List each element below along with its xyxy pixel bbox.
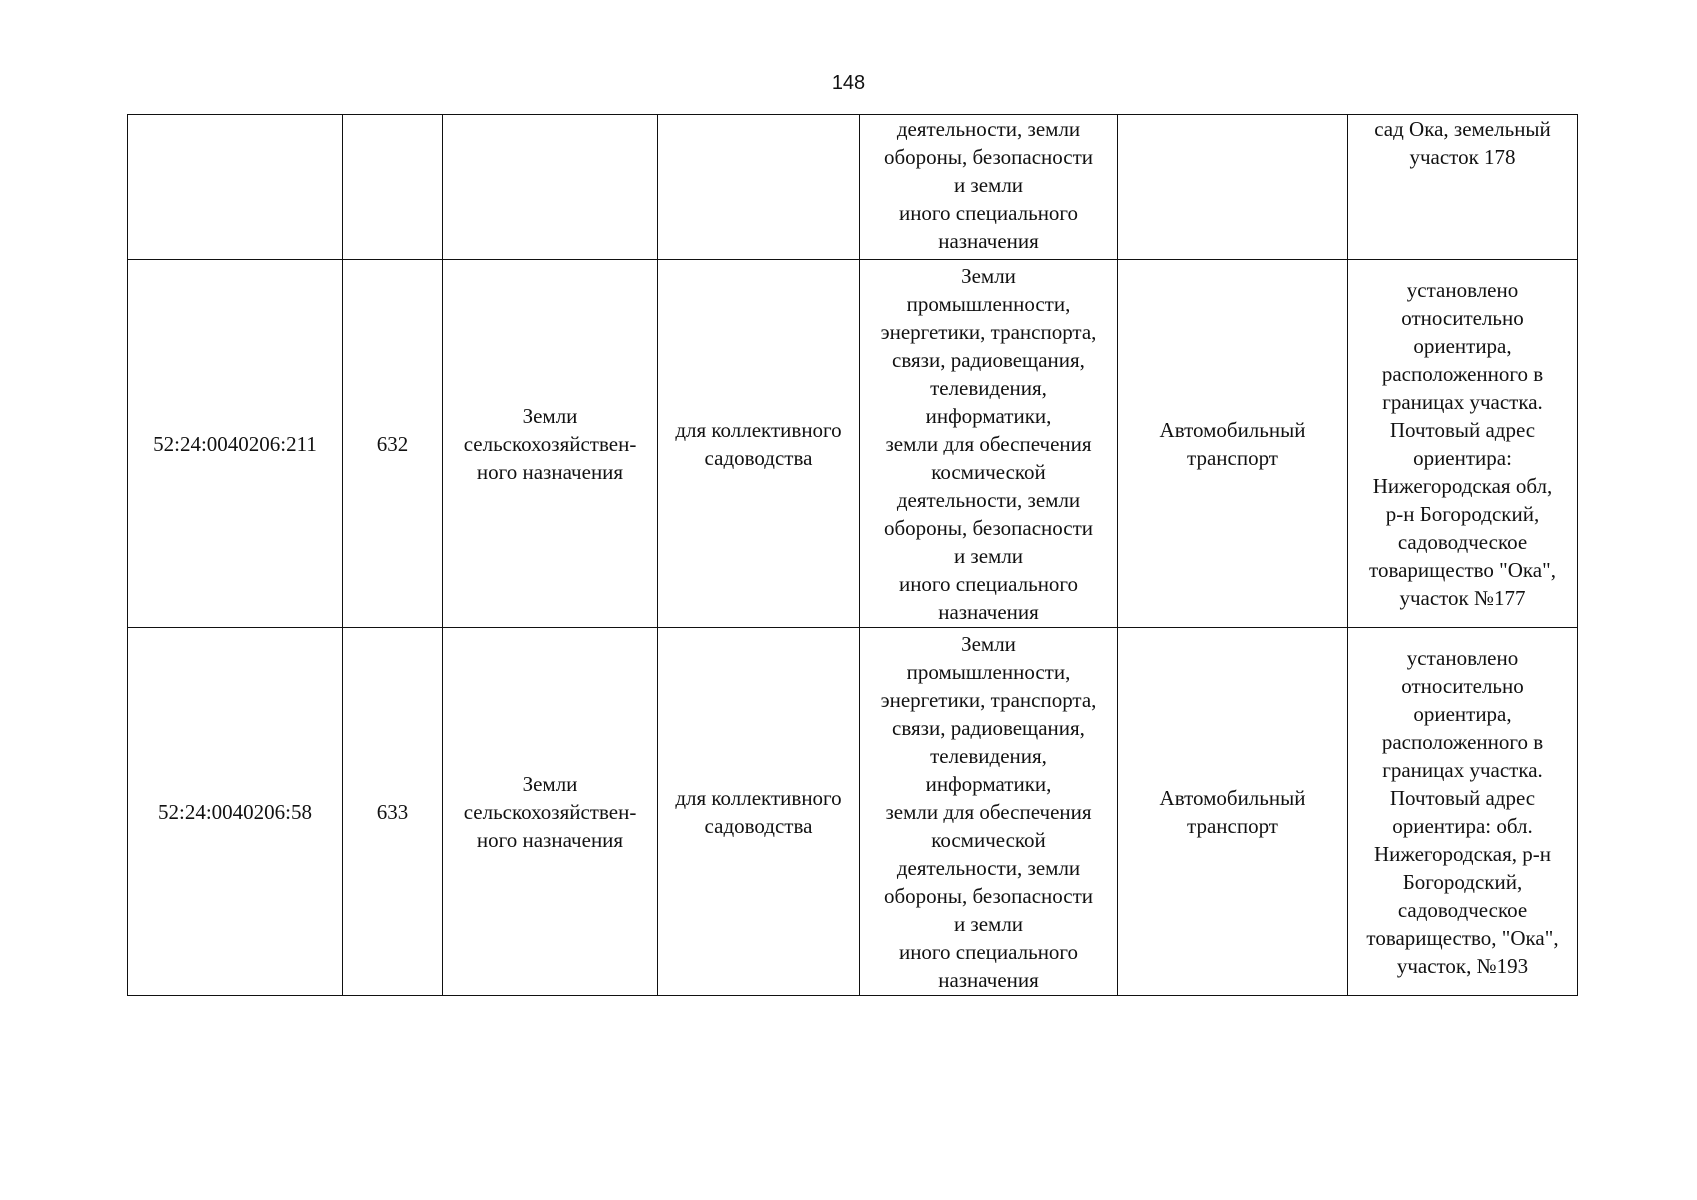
land-plots-table [127, 114, 1578, 996]
table-row [128, 628, 1578, 996]
cell-cadastral-number [128, 115, 343, 260]
cell-index: 632 [343, 260, 443, 628]
cell-index: 633 [343, 628, 443, 996]
cell-cadastral-number: 52:24:0040206:211 [128, 260, 343, 628]
cell-address: сад Ока, земельный участок 178 [1348, 115, 1578, 260]
cell-transport: Автомобильный транспорт [1118, 260, 1348, 628]
cell-address: установлено относительно ориентира, расположенного в границах участка. Почтовый адрес ориентира: Нижегородская обл, р-н Богородский, садоводческое товарищество "Ока", участок №177 [1348, 260, 1578, 628]
cell-index [343, 115, 443, 260]
cell-address: установлено относительно ориентира, расположенного в границах участка. Почтовый адрес ориентира: обл. Нижегородская, р-н Богородский, садоводческое товарищество, "Ока", участок, №193 [1348, 628, 1578, 996]
cell-land-category: Земли сельскохозяйствен- ного назначения [443, 260, 658, 628]
table-row-continued [128, 115, 1578, 260]
cell-cadastral-number: 52:24:0040206:58 [128, 628, 343, 996]
cell-purpose: Земли промышленности, энергетики, транспорта, связи, радиовещания, телевидения, информатики, земли для обеспечения космической деятельности, земли обороны, безопасности и земли иного специального назначения [860, 260, 1118, 628]
cell-transport: Автомобильный транспорт [1118, 628, 1348, 996]
cell-transport [1118, 115, 1348, 260]
cell-purpose: деятельности, земли обороны, безопасности и земли иного специального назначения [860, 115, 1118, 260]
cell-permitted-use: для коллективного садоводства [658, 260, 860, 628]
cell-land-category: Земли сельскохозяйствен- ного назначения [443, 628, 658, 996]
table-row [128, 260, 1578, 628]
cell-purpose: Земли промышленности, энергетики, транспорта, связи, радиовещания, телевидения, информатики, земли для обеспечения космической деятельности, земли обороны, безопасности и земли иного специального назначения [860, 628, 1118, 996]
cell-permitted-use: для коллективного садоводства [658, 628, 860, 996]
page-number: 148 [831, 72, 866, 94]
cell-land-category [443, 115, 658, 260]
cell-permitted-use [658, 115, 860, 260]
